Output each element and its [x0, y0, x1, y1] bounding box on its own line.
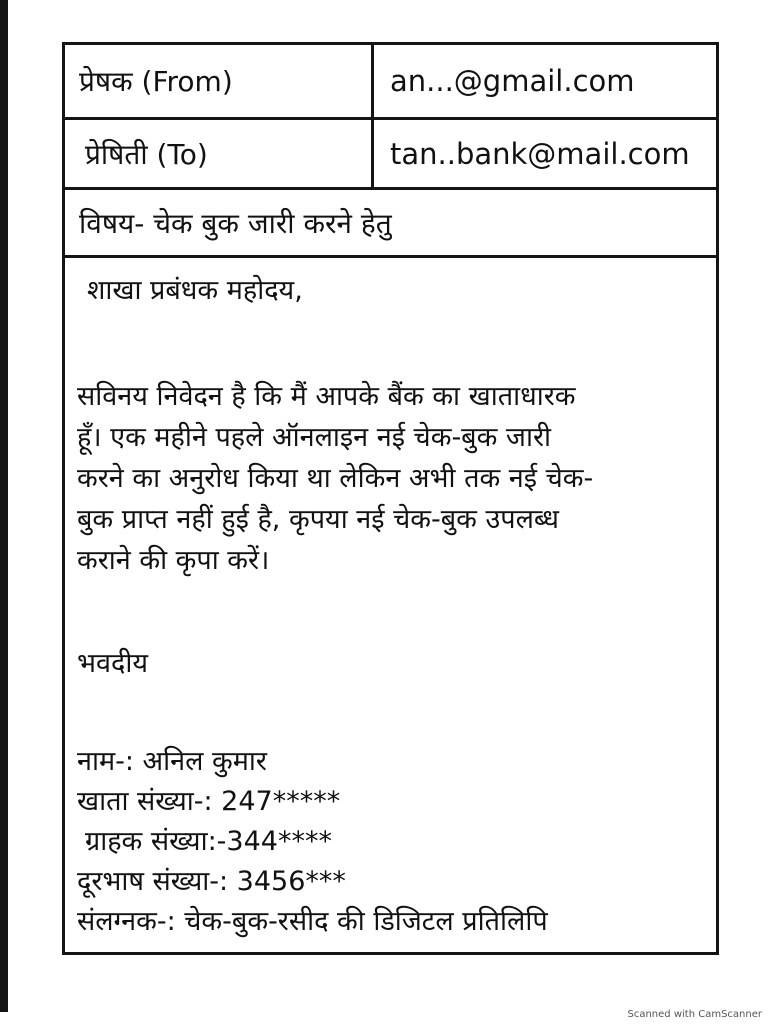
paragraph-line: करने का अनुरोध किया था लेकिन अभी तक नई चेक- — [77, 463, 594, 494]
page-edge-shadow — [0, 0, 8, 1012]
from-row — [65, 45, 716, 120]
customer-number: ग्राहक संख्या:-344**** — [85, 826, 332, 857]
to-label: प्रेषिती (To) — [65, 120, 374, 187]
scanner-watermark: Scanned with CamScanner — [627, 1009, 762, 1020]
salutation: शाखा प्रबंधक महोदय, — [87, 275, 303, 306]
paragraph-line: कराने की कृपा करें। — [77, 545, 270, 576]
closing: भवदीय — [77, 648, 148, 679]
to-email: tan..bank@mail.com — [390, 136, 690, 171]
sender-name: नाम-: अनिल कुमार — [77, 746, 267, 777]
letter-box — [62, 42, 719, 955]
paragraph-line: हूँ। एक महीने पहले ऑनलाइन नई चेक-बुक जारी — [77, 422, 551, 453]
body-paragraph — [77, 376, 707, 581]
phone-number: दूरभाष संख्या-: 3456*** — [77, 866, 346, 897]
subject-line: विषय- चेक बुक जारी करने हेतु — [65, 190, 716, 258]
sender-details — [77, 742, 548, 942]
paragraph-line: सविनय निवेदन है कि मैं आपके बैंक का खाताधारक — [77, 381, 576, 412]
account-number: खाता संख्या-: 247***** — [77, 786, 341, 817]
paragraph-line: बुक प्राप्त नहीं हुई है, कृपया नई चेक-बुक उपलब्ध — [77, 504, 559, 535]
from-email: an...@gmail.com — [390, 64, 635, 98]
from-label: प्रेषक (From) — [65, 45, 374, 117]
attachment-line: संलग्नक-: चेक-बुक-रसीद की डिजिटल प्रतिलिपि — [77, 906, 548, 937]
to-row — [65, 120, 716, 190]
